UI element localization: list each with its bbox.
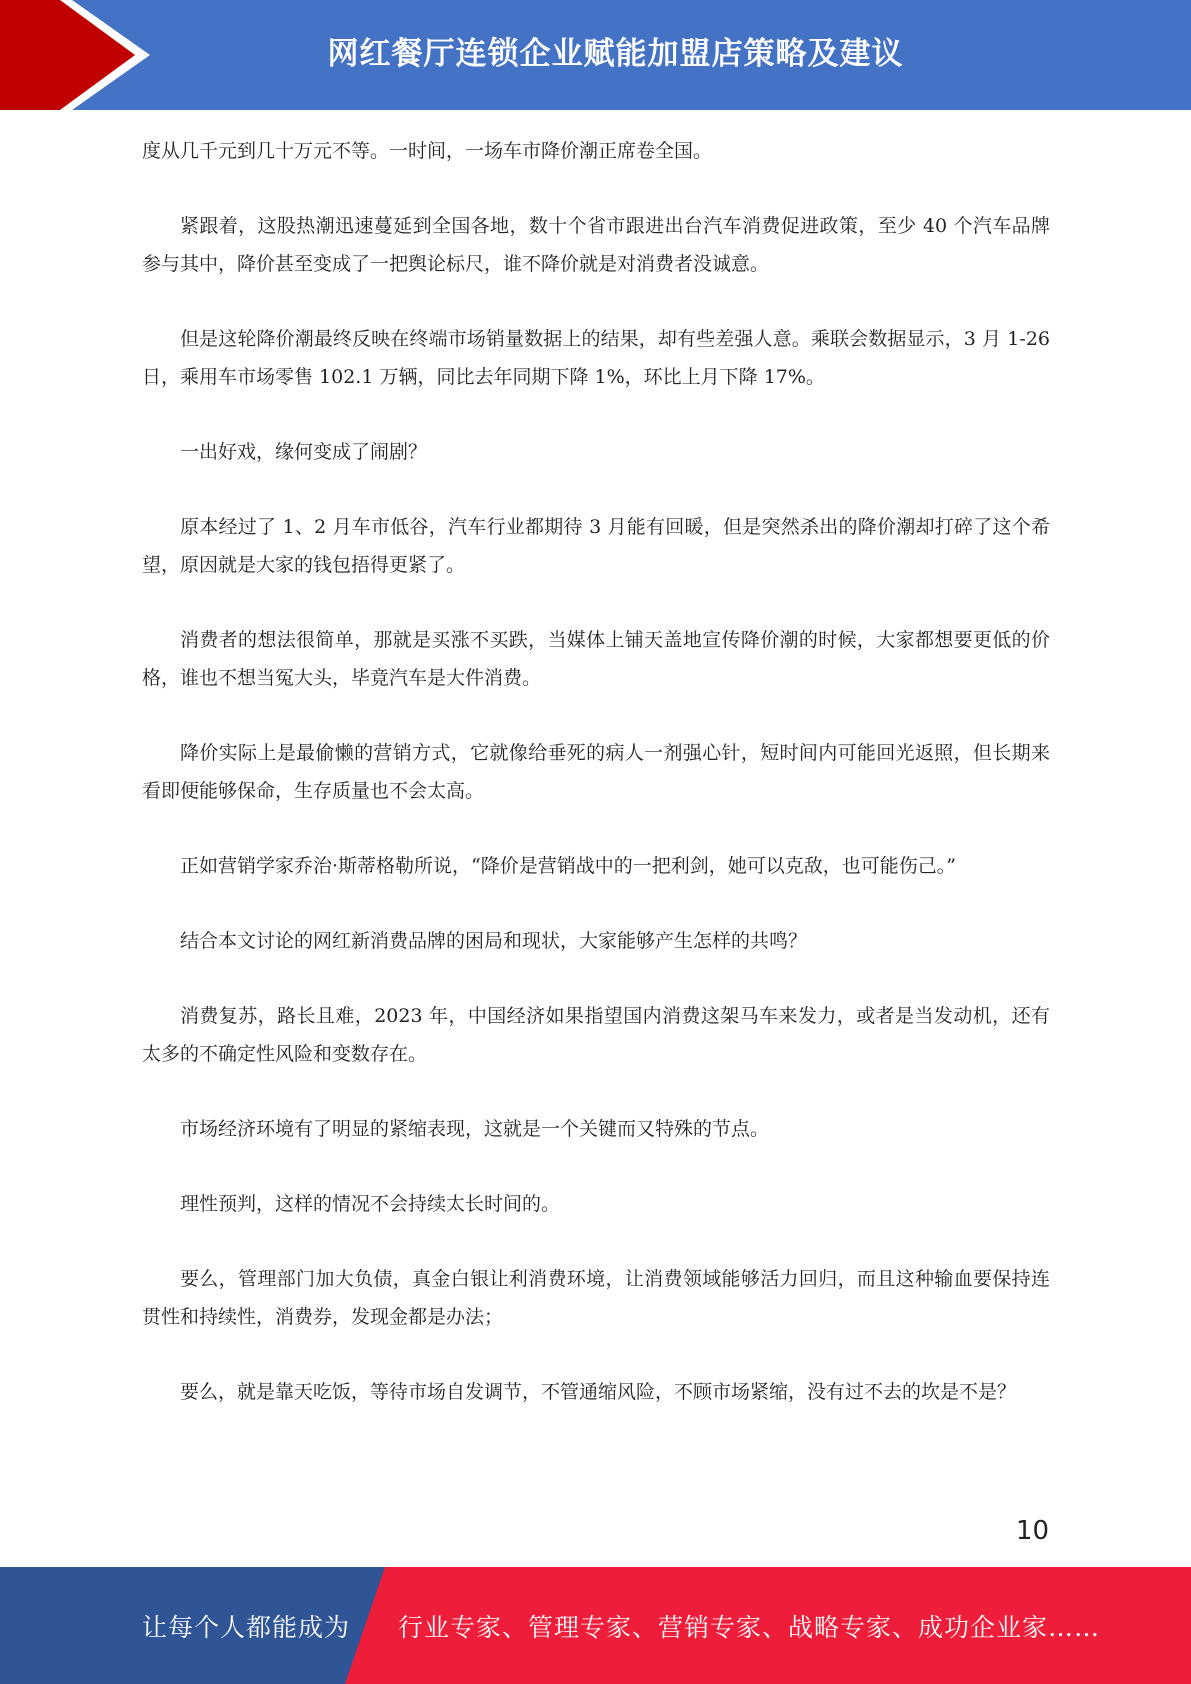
paragraph: 正如营销学家乔治·斯蒂格勒所说，“降价是营销战中的一把利剑，她可以克敌，也可能伤己。” <box>180 855 956 877</box>
page-number: 10 <box>1015 1516 1049 1546</box>
paragraph: 一出好戏，缘何变成了闹剧？ <box>180 441 428 463</box>
paragraph: 但是这轮降价潮最终反映在终端市场销量数据上的结果，却有些差强人意。乘联会数据显示，3 月 1-26 日，乘用车市场零售 102.1 万辆，同比去年同期下降 1%，环比上月下降 17%。 <box>142 328 1050 388</box>
paragraph: 市场经济环境有了明显的紧缩表现，这就是一个关键而又特殊的节点。 <box>180 1118 770 1140</box>
paragraph: 原本经过了 1、2 月车市低谷，汽车行业都期待 3 月能有回暖，但是突然杀出的降价潮却打碎了这个希望，原因就是大家的钱包捂得更紧了。 <box>142 516 1050 576</box>
paragraph: 要么，管理部门加大负债，真金白银让利消费环境，让消费领域能够活力回归，而且这种输血要保持连贯性和持续性，消费券，发现金都是办法； <box>142 1268 1050 1328</box>
footer-slogan-left: 让每个人都能成为 <box>142 1612 351 1642</box>
page-header <box>0 0 1191 110</box>
paragraph: 要么，就是靠天吃饭，等待市场自发调节，不管通缩风险，不顾市场紧缩，没有过不去的坎是不是？ <box>180 1381 1017 1403</box>
paragraph: 紧跟着，这股热潮迅速蔓延到全国各地，数十个省市跟进出台汽车消费促进政策，至少 40 个汽车品牌参与其中，降价甚至变成了一把舆论标尺，谁不降价就是对消费者没诚意。 <box>142 215 1050 275</box>
footer-slogan-right: 行业专家、管理专家、营销专家、战略专家、成功企业家…… <box>398 1612 1101 1642</box>
paragraph: 消费者的想法很简单，那就是买涨不买跌，当媒体上铺天盖地宣传降价潮的时候，大家都想要更低的价格，谁也不想当冤大头，毕竟汽车是大件消费。 <box>142 629 1050 689</box>
paragraph: 度从几千元到几十万元不等。一时间，一场车市降价潮正席卷全国。 <box>142 140 713 162</box>
paragraph: 结合本文讨论的网红新消费品牌的困局和现状，大家能够产生怎样的共鸣？ <box>180 930 808 952</box>
header-title: 网红餐厅连锁企业赋能加盟店策略及建议 <box>327 35 904 72</box>
paragraph: 理性预判，这样的情况不会持续太长时间的。 <box>180 1193 561 1215</box>
paragraph: 降价实际上是最偷懒的营销方式，它就像给垂死的病人一剂强心针，短时间内可能回光返照，但长期来看即便能够保命，生存质量也不会太高。 <box>142 742 1050 802</box>
article-body <box>142 132 1050 1448</box>
page-footer <box>0 1567 1191 1684</box>
paragraph: 消费复苏，路长且难，2023 年，中国经济如果指望国内消费这架马车来发力，或者是当发动机，还有太多的不确定性风险和变数存在。 <box>142 1005 1050 1065</box>
